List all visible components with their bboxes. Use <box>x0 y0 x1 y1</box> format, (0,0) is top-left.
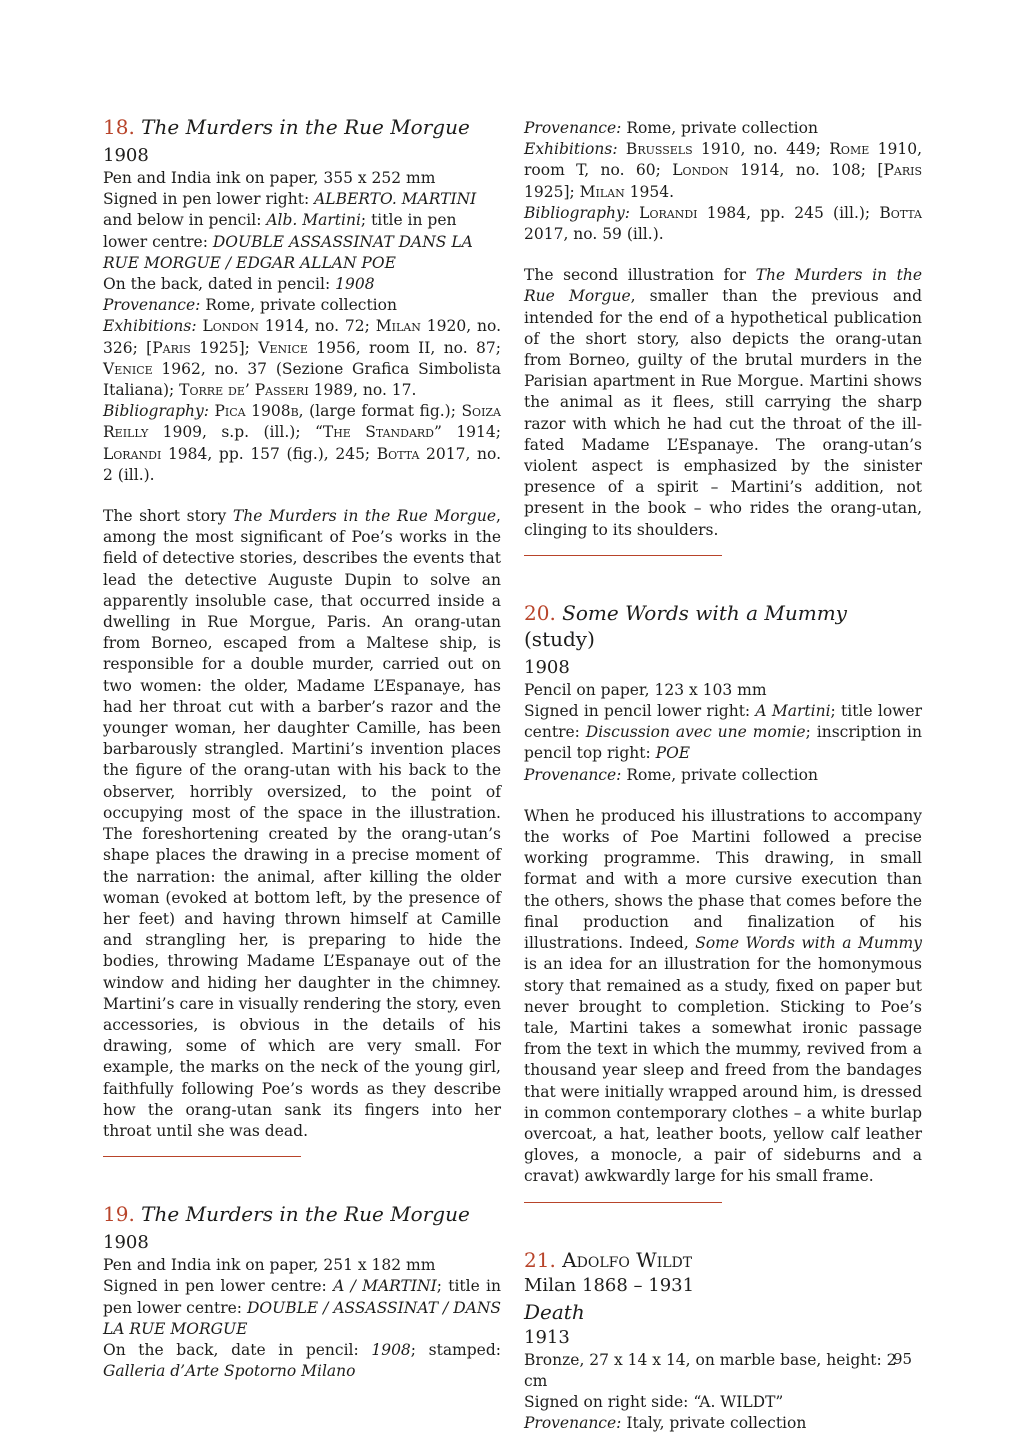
entry-18 <box>103 114 501 1157</box>
divider-rule <box>103 1156 301 1157</box>
entry-21 <box>524 1247 922 1435</box>
entry-signature: Signed in pen lower right: ALBERTO. MARTINI and below in pencil: Alb. Martini; title in pen lower centre: DOUBLE ASSASSINAT DANS LA RUE MORGUE / EDGAR ALLAN POE <box>103 190 477 272</box>
entry-number: 18. <box>103 115 135 139</box>
entry-number: 20. <box>524 600 556 625</box>
entry-year: 1908 <box>524 656 570 678</box>
entry-number: 21. <box>524 1247 556 1272</box>
divider-rule <box>524 1202 722 1203</box>
entry-signature: Signed in pen lower centre: A / MARTINI; title in pen lower centre: DOUBLE / ASSASSINAT / DANS LA RUE MORGUE <box>103 1277 501 1338</box>
left-column <box>103 114 501 1382</box>
entry-exhibitions: Exhibitions: London 1914, no. 72; Milan 1920, no. 326; [Paris 1925]; Venice 1956, room II, no. 87; Venice 1962, no. 37 (Sezione Grafica Simbolista Italiana); Torre de’ Passeri 1989, no. 17. <box>103 317 502 400</box>
divider-rule <box>524 555 722 556</box>
entry-medium: Bronze, 27 x 14 x 14, on marble base, height: 2 cm <box>524 1350 897 1390</box>
entry-exhibitions: Exhibitions: Brussels 1910, no. 449; Rome 1910, room T, no. 60; London 1914, no. 108; [Paris 1925]; Milan 1954. <box>524 140 922 201</box>
entry-bibliography: Bibliography: Lorandi 1984, pp. 245 (ill.); Botta 2017, no. 59 (ill.). <box>524 203 922 244</box>
entry-description: When he produced his illustrations to accompany the works of Poe Martini followed a precise working programme. This drawing, in small format and with a more cursive execution than the others, shows the phase that comes before the final production and finalization of his illustrations. Indeed, Some Words with a Mummy is an idea for an illustration for the homonymous story that remained as a study, fixed on paper but never brought to completion. Sticking to Poe’s tale, Martini takes a somewhat ironic passage from the text in which the mummy, revived from a thousand year sleep and freed from the bandages that were initially wrapped around him, is dressed in common contemporary clothes – a white burlap overcoat, a hat, leather boots, yellow calf leather gloves, a monocle, a pair of sideburns and a cravat) awkwardly large for his small frame. <box>524 806 922 1186</box>
entry-19 <box>103 1201 501 1382</box>
entry-signature: Signed on right side: “A. WILDT” <box>524 1392 784 1411</box>
entry-title: Some Words with a Mummy <box>562 600 847 625</box>
entry-title-suffix: (study) <box>524 626 595 651</box>
entry-title: The Murders in the Rue Morgue <box>141 1202 470 1227</box>
entry-provenance: Provenance: Rome, private collection <box>103 296 397 315</box>
entry-19-continued <box>524 118 922 556</box>
entry-description: The second illustration for The Murders in the Rue Morgue, smaller than the previous and intended for the end of a hypothetical publication of the short story, also depicts the orang-utan from Borneo, guilty of the brutal murders in the Parisian apartment in Rue Morgue. Martini shows the animal as it flees, still carrying the sharp razor with which he had cut the throat of the ill-fated Madame L’Espanaye. The orang-utan’s violent aspect is emphasized by the sinister presence of a spirit – Martini’s addition, not present in the book – who rides the orang-utan, clinging to its shoulders. <box>524 266 922 539</box>
right-column <box>524 118 922 1434</box>
entry-medium: Pen and India ink on paper, 355 x 252 mm <box>103 169 436 187</box>
entry-back-note: On the back, date in pencil: 1908; stamped: Galleria d’Arte Spotorno Milano <box>103 1340 501 1381</box>
entry-20 <box>524 600 922 1203</box>
entry-back-note: On the back, dated in pencil: 1908 <box>103 275 375 294</box>
entry-artist: Adolfo Wildt <box>562 1247 693 1272</box>
entry-21-heading <box>524 1247 922 1273</box>
entry-title: The Murders in the Rue Morgue <box>141 115 470 139</box>
entry-title: Death <box>524 1299 585 1324</box>
entry-medium: Pencil on paper, 123 x 103 mm <box>524 680 767 699</box>
entry-signature: Signed in pencil lower right: A Martini; title lower centre: Discussion avec une momie; inscription in pencil top right: POE <box>524 702 922 763</box>
page-number: 95 <box>893 1350 913 1368</box>
entry-number: 19. <box>103 1202 135 1227</box>
entry-year: 1908 <box>103 145 149 166</box>
entry-description: The short story The Murders in the Rue Morgue, among the most significant of Poe’s works in the field of detective stories, describes the events that lead the detective Auguste Dupin to solve an apparently insoluble case, that occurred inside a dwelling in Rue Morgue, Paris. An orang-utan from Borneo, escaped from a Maltese ship, is responsible for a double murder, carried out on two women: the older, Madame L’Espanaye, has had her throat cut with a barber’s razor and the younger woman, her daughter Camille, has been barbarously strangled. Martini’s invention places the figure of the orang-utan with his back to the observer, horribly oversized, to the point of occupying most of the space in the illustration. The foreshortening created by the orang-utan’s shape places the drawing in a precise moment of the narration: the animal, after killing the older woman (evoked at bottom left, by the presence of her feet) and having thrown himself at Camille and strangling her, is preparing to hide the bodies, throwing Madame L’Espanaye out of the window and hiding her daughter in the chimney. Martini’s care in visually rendering the story, even accessories, is obvious in the details of his drawing, some of which are very small. For example, the marks on the neck of the young girl, faithfully following Poe’s words as they describe how the orang-utan sank its fingers into her throat until she was dead. <box>103 507 501 1140</box>
entry-year: 1908 <box>103 1232 149 1254</box>
entry-20-heading <box>524 600 922 652</box>
entry-provenance: Provenance: Rome, private collection <box>524 765 818 784</box>
entry-18-heading <box>103 114 501 140</box>
entry-bibliography: Bibliography: Pica 1908b, (large format fig.); Soiza Reilly 1909, s.p. (ill.); “The Standard” 1914; Lorandi 1984, pp. 157 (fig.), 245; Botta 2017, no. 2 (ill.). <box>103 402 502 484</box>
entry-year: 1913 <box>524 1326 570 1348</box>
entry-artist-dates: Milan 1868 – 1931 <box>524 1274 695 1296</box>
entry-19-heading <box>103 1201 501 1227</box>
entry-provenance: Provenance: Rome, private collection <box>524 119 818 137</box>
entry-medium: Pen and India ink on paper, 251 x 182 mm <box>103 1256 436 1275</box>
entry-provenance: Provenance: Italy, private collection <box>524 1414 807 1433</box>
